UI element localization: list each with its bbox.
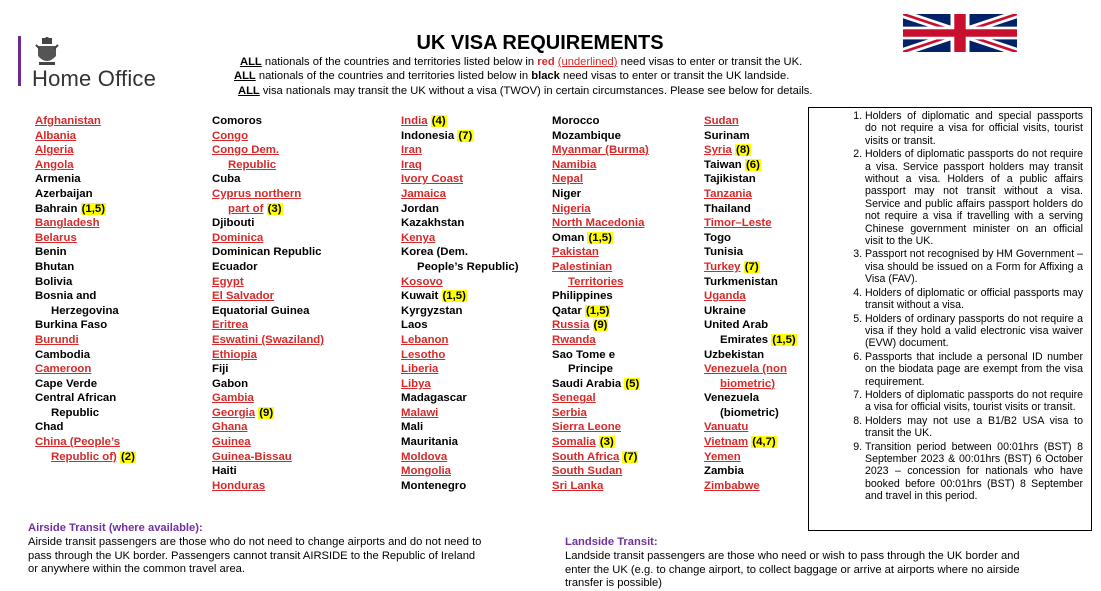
country-name: Cape Verde	[35, 377, 98, 390]
country-name: Jamaica	[401, 187, 446, 200]
note-reference: (1,5)	[588, 231, 612, 244]
country-entry	[704, 275, 797, 290]
country-name: India	[401, 115, 428, 127]
country-name: Korea (Dem.	[401, 246, 469, 259]
country-name: Serbia	[552, 406, 587, 419]
country-entry	[704, 348, 797, 363]
landside-heading: Landside Transit:	[565, 536, 658, 548]
country-entry	[35, 129, 136, 144]
note-reference: (3)	[267, 202, 282, 215]
country-entry	[401, 464, 518, 479]
country-entry	[212, 377, 324, 392]
country-name: Kenya	[401, 231, 436, 244]
note-reference: (9)	[259, 406, 274, 419]
country-name-continued: Emirates	[720, 333, 769, 346]
country-name-continued: biometric)	[720, 377, 776, 390]
note-reference: (7)	[623, 450, 638, 463]
country-entry	[401, 450, 518, 465]
country-name: Ivory Coast	[401, 173, 464, 186]
country-name: Tajikistan	[704, 173, 756, 186]
country-entry	[35, 275, 136, 290]
country-name: Senegal	[552, 392, 596, 405]
country-entry	[704, 464, 797, 479]
country-name: Eritrea	[212, 319, 249, 332]
country-name: Bangladesh	[35, 217, 100, 230]
country-entry	[401, 304, 518, 319]
country-entry	[212, 304, 324, 319]
country-name: Palestinian	[552, 260, 613, 273]
country-entry	[552, 420, 649, 435]
country-entry	[401, 318, 518, 333]
country-name: Bhutan	[35, 260, 75, 273]
note-reference: (7)	[744, 260, 759, 273]
country-entry	[704, 245, 797, 260]
country-entry	[704, 202, 797, 217]
country-name: Guinea-Bissau	[212, 450, 292, 463]
country-name: Cyprus northern	[212, 187, 302, 200]
note-reference: (4,7)	[752, 436, 776, 449]
country-entry	[401, 275, 518, 290]
country-name: Rwanda	[552, 333, 596, 346]
country-name: Togo	[704, 231, 731, 244]
country-name: Equatorial Guinea	[212, 304, 310, 317]
country-entry	[35, 318, 136, 333]
country-entry	[552, 304, 649, 319]
note-reference: (8)	[736, 144, 750, 157]
country-entry	[401, 114, 518, 129]
country-entry	[704, 420, 797, 435]
country-entry	[552, 158, 649, 173]
note-reference: (5)	[625, 377, 640, 390]
country-entry	[401, 362, 518, 377]
country-entry	[401, 391, 518, 406]
country-name: Mozambique	[552, 129, 621, 142]
country-entry	[401, 158, 518, 173]
note-item: 8. Holders may not use a B1/B2 USA visa to transit the UK.	[865, 415, 1083, 440]
country-name: Bosnia and	[35, 290, 97, 303]
country-name: South Africa	[552, 450, 620, 463]
country-name: Liberia	[401, 363, 439, 376]
country-name: Cameroon	[35, 363, 92, 376]
country-name: Yemen	[704, 450, 741, 463]
country-column-3	[401, 114, 518, 493]
note-reference: (1,5)	[772, 333, 796, 346]
country-name: Tanzania	[704, 187, 752, 200]
country-entry	[212, 245, 324, 260]
country-entry	[704, 143, 797, 158]
country-name: Saudi Arabia	[552, 377, 622, 390]
intro-line-3: ALL visa nationals may transit the UK without a visa (TWOV) in certain circumstances. Please see below for details.	[238, 85, 813, 97]
country-name: Nigeria	[552, 202, 591, 215]
country-name: Egypt	[212, 275, 244, 288]
country-name: Turkmenistan	[704, 275, 778, 288]
country-name: Somalia	[552, 436, 596, 449]
country-entry	[212, 289, 324, 304]
country-name: Burkina Faso	[35, 319, 108, 332]
country-entry	[35, 260, 136, 275]
country-entry	[35, 435, 136, 464]
country-entry	[704, 260, 797, 275]
country-entry	[212, 114, 324, 129]
country-name: Kazakhstan	[401, 217, 465, 230]
country-entry	[704, 435, 797, 450]
country-entry	[212, 362, 324, 377]
country-name: Russia	[552, 319, 590, 332]
country-name-continued: Territories	[568, 275, 624, 288]
country-name: Uganda	[704, 290, 746, 303]
note-reference: (1,5)	[585, 304, 610, 317]
country-entry	[35, 245, 136, 260]
country-name: Kuwait	[401, 290, 439, 303]
note-reference: (4)	[431, 115, 446, 127]
country-entry	[704, 231, 797, 246]
country-name: Ukraine	[704, 304, 746, 317]
country-name: Bolivia	[35, 275, 73, 288]
landside-text: Landside transit passengers are those who need or wish to pass through the UK border and enter the UK (e.g. to change airport, to collect baggage or arrive at airports where no airside transfer is possible)	[565, 550, 1020, 590]
country-name: Myanmar (Burma)	[552, 144, 649, 157]
note-item: 5. Holders of ordinary passports do not require a visa if they hold a valid electronic visa waiver (EVW) document.	[865, 313, 1083, 350]
country-name: Surinam	[704, 129, 750, 142]
country-name: Venezuela	[704, 392, 760, 405]
country-name: Laos	[401, 319, 428, 332]
note-item: 3. Passport not recognised by HM Government – visa should be issued on a Form for Affixing a Visa (FAV).	[865, 248, 1083, 285]
airside-heading: Airside Transit (where available):	[28, 522, 203, 534]
country-entry	[401, 420, 518, 435]
country-name: Gabon	[212, 377, 249, 390]
country-entry	[212, 260, 324, 275]
note-item: 1. Holders of diplomatic and special passports do not require a visa for official visits, tourist visits or transit.	[865, 110, 1083, 147]
country-entry	[35, 114, 136, 129]
country-name: Zimbabwe	[704, 479, 760, 492]
country-entry	[212, 406, 324, 421]
country-entry	[212, 464, 324, 479]
country-name: Nepal	[552, 173, 584, 186]
country-entry	[552, 143, 649, 158]
country-name: Sierra Leone	[552, 421, 622, 434]
note-reference: (2)	[120, 450, 135, 463]
country-name: Pakistan	[552, 246, 599, 259]
country-entry	[552, 435, 649, 450]
country-entry	[704, 450, 797, 465]
country-name-continued: Republic of)	[51, 450, 117, 463]
country-name: Mali	[401, 421, 424, 434]
country-name: Haiti	[212, 465, 237, 478]
country-name: Congo	[212, 129, 249, 142]
country-entry	[401, 377, 518, 392]
country-entry	[401, 202, 518, 217]
country-name: Benin	[35, 246, 67, 259]
country-name: Montenegro	[401, 479, 467, 492]
country-entry	[401, 187, 518, 202]
country-name: Tunisia	[704, 246, 744, 259]
country-entry	[401, 348, 518, 363]
country-name: Armenia	[35, 173, 81, 186]
country-name: Afghanistan	[35, 115, 101, 127]
org-name: Home Office	[32, 66, 157, 91]
country-entry	[552, 479, 649, 494]
country-name: Angola	[35, 158, 74, 171]
country-entry	[704, 362, 797, 391]
country-name-continued: Republic	[228, 158, 277, 171]
country-name: Belarus	[35, 231, 77, 244]
country-entry	[704, 172, 797, 187]
country-name: Namibia	[552, 158, 597, 171]
country-entry	[401, 479, 518, 494]
country-name: Kosovo	[401, 275, 443, 288]
country-column-4	[552, 114, 649, 493]
note-item: 2. Holders of diplomatic passports do not require a visa. Service passport holders may transit without a visa. Holders of a public affairs passport may not transit without a visa. Service and public affairs passport holders do not require a visa if travelling with a serving Chinese government minister on an official visit to the UK.	[865, 148, 1083, 247]
country-entry	[212, 143, 324, 172]
country-name: Comoros	[212, 115, 262, 127]
country-entry	[212, 479, 324, 494]
country-entry	[704, 304, 797, 319]
country-entry	[401, 143, 518, 158]
country-entry	[552, 333, 649, 348]
country-entry	[552, 202, 649, 217]
note-reference: (6)	[745, 158, 760, 171]
note-reference: (1,5)	[81, 202, 106, 215]
country-name: Sudan	[704, 115, 739, 127]
page-title: UK VISA REQUIREMENTS	[416, 32, 664, 54]
country-name: Indonesia	[401, 129, 455, 142]
country-name: South Sudan	[552, 465, 623, 478]
country-name: Qatar	[552, 304, 582, 317]
country-name: Albania	[35, 129, 77, 142]
country-entry	[212, 172, 324, 187]
country-entry	[704, 187, 797, 202]
country-entry	[212, 348, 324, 363]
country-column-2	[212, 114, 324, 493]
country-name: Madagascar	[401, 392, 467, 405]
country-name: Iran	[401, 144, 422, 157]
country-name: Dominica	[212, 231, 264, 244]
country-name: Moldova	[401, 450, 448, 463]
country-name: Uzbekistan	[704, 348, 765, 361]
country-entry	[552, 450, 649, 465]
country-entry	[552, 260, 649, 289]
country-entry	[212, 187, 324, 216]
country-entry	[401, 333, 518, 348]
country-entry	[704, 391, 797, 420]
country-entry	[35, 289, 136, 318]
country-name: Morocco	[552, 115, 600, 127]
country-entry	[35, 187, 136, 202]
intro-line-1: ALL nationals of the countries and territories listed below in red (underlined) need visas to enter or transit the UK.	[240, 56, 803, 68]
country-name: Niger	[552, 187, 582, 200]
country-entry	[401, 129, 518, 144]
country-name: Central African	[35, 392, 117, 405]
country-entry	[35, 202, 136, 217]
country-name-continued: Republic	[51, 406, 100, 419]
country-name-continued: part of	[228, 202, 264, 215]
country-name: Congo Dem.	[212, 144, 280, 157]
country-name: Thailand	[704, 202, 751, 215]
country-entry	[212, 420, 324, 435]
country-entry	[704, 158, 797, 173]
country-entry	[212, 129, 324, 144]
country-entry	[552, 391, 649, 406]
country-entry	[552, 289, 649, 304]
country-entry	[212, 231, 324, 246]
country-entry	[552, 464, 649, 479]
country-name: Honduras	[212, 479, 266, 492]
country-name: Mauritania	[401, 436, 458, 449]
country-column-5	[704, 114, 797, 493]
country-name: Sao Tome e	[552, 348, 616, 361]
country-name: Chad	[35, 421, 64, 434]
country-entry	[401, 289, 518, 304]
country-entry	[35, 420, 136, 435]
country-entry	[704, 289, 797, 304]
note-item: 9. Transition period between 00:01hrs (BST) 8 September 2023 & 00:01hrs (BST) 6 October 2023 – concession for nationals who have booked before 00:01hrs (BST) 8 September and travel in this period.	[865, 441, 1083, 503]
country-name: Venezuela (non	[704, 363, 787, 376]
country-name: Fiji	[212, 363, 229, 376]
country-entry	[552, 231, 649, 246]
note-item: 4. Holders of diplomatic or official passports may transit without a visa.	[865, 287, 1083, 312]
country-entry	[35, 391, 136, 420]
country-entry	[552, 187, 649, 202]
note-reference: (9)	[593, 319, 608, 332]
country-name: Lebanon	[401, 333, 449, 346]
country-name: Ecuador	[212, 260, 258, 273]
country-name: Turkey	[704, 260, 741, 273]
country-name: Libya	[401, 377, 431, 390]
note-reference: (1,5)	[442, 290, 466, 303]
country-entry	[212, 275, 324, 290]
country-name: Bahrain	[35, 202, 78, 215]
country-entry	[401, 172, 518, 187]
country-name-continued: Principe	[568, 363, 613, 376]
country-name: Guinea	[212, 436, 251, 449]
country-name: North Macedonia	[552, 217, 645, 230]
country-name: Philippines	[552, 290, 613, 303]
country-entry	[35, 231, 136, 246]
country-entry	[212, 435, 324, 450]
country-entry	[401, 435, 518, 450]
country-name: Zambia	[704, 465, 744, 478]
country-name: Sri Lanka	[552, 479, 604, 492]
country-name: Azerbaijan	[35, 187, 93, 200]
country-name: El Salvador	[212, 290, 275, 303]
country-name: Vanuatu	[704, 421, 749, 434]
country-entry	[552, 129, 649, 144]
intro-line-2: ALL nationals of the countries and territories listed below in black need visas to enter or transit the UK landside.	[234, 70, 790, 82]
country-entry	[552, 245, 649, 260]
country-name-continued: Herzegovina	[51, 304, 119, 317]
country-name: China (People’s	[35, 436, 121, 449]
country-name: Algeria	[35, 144, 74, 157]
country-entry	[35, 216, 136, 231]
country-entry	[552, 348, 649, 377]
notes-box	[808, 107, 1092, 531]
country-entry	[212, 318, 324, 333]
country-entry	[552, 377, 649, 392]
notes-list	[809, 108, 1091, 503]
country-entry	[401, 216, 518, 231]
country-entry	[704, 216, 797, 231]
country-name: Georgia	[212, 406, 256, 419]
country-name: Gambia	[212, 392, 254, 405]
country-name: Eswatini (Swaziland)	[212, 333, 325, 346]
country-entry	[212, 333, 324, 348]
country-entry	[35, 172, 136, 187]
country-entry	[401, 231, 518, 246]
country-entry	[35, 348, 136, 363]
country-name: Cambodia	[35, 348, 91, 361]
country-entry	[35, 143, 136, 158]
country-entry	[552, 216, 649, 231]
note-reference: (7)	[458, 129, 473, 142]
country-name-continued: (biometric)	[720, 406, 779, 419]
country-name: Ghana	[212, 421, 248, 434]
country-name: Jordan	[401, 202, 439, 215]
country-entry	[552, 406, 649, 421]
country-entry	[704, 114, 797, 129]
country-name-continued: People’s Republic)	[417, 260, 519, 273]
country-entry	[704, 129, 797, 144]
country-name: Oman	[552, 231, 585, 244]
country-entry	[35, 377, 136, 392]
airside-text: Airside transit passengers are those who do not need to change airports and do not need to pass through the UK border. Passengers cannot transit AIRSIDE to the Republic of Ireland or anywhere within the common travel area.	[28, 536, 482, 576]
country-name: Vietnam	[704, 436, 749, 449]
note-item: 7. Holders of diplomatic passports do not require a visa for official visits, tourist visits or transit.	[865, 389, 1083, 414]
country-name: United Arab	[704, 319, 769, 332]
country-name: Lesotho	[401, 348, 446, 361]
country-column-1	[35, 114, 136, 464]
country-entry	[212, 216, 324, 231]
country-entry	[704, 318, 797, 347]
country-entry	[704, 479, 797, 494]
country-entry	[35, 333, 136, 348]
country-entry	[35, 158, 136, 173]
country-name: Iraq	[401, 158, 422, 171]
country-name: Cuba	[212, 173, 241, 186]
country-entry	[401, 406, 518, 421]
country-entry	[401, 245, 518, 274]
country-entry	[552, 114, 649, 129]
country-name: Syria	[704, 144, 732, 157]
country-entry	[552, 172, 649, 187]
country-name: Djibouti	[212, 217, 255, 230]
country-name: Taiwan	[704, 158, 742, 171]
country-name: Ethiopia	[212, 348, 257, 361]
country-entry	[552, 318, 649, 333]
country-name: Malawi	[401, 406, 439, 419]
country-name: Timor–Leste	[704, 217, 772, 230]
country-name: Mongolia	[401, 465, 451, 478]
note-item: 6. Passports that include a personal ID number on the biodata page are exempt from the visa requirement.	[865, 351, 1083, 388]
note-reference: (3)	[599, 436, 614, 449]
country-entry	[212, 391, 324, 406]
country-entry	[212, 450, 324, 465]
country-name: Burundi	[35, 333, 79, 346]
country-name: Kyrgyzstan	[401, 304, 463, 317]
country-entry	[35, 362, 136, 377]
country-name: Dominican Republic	[212, 246, 322, 259]
